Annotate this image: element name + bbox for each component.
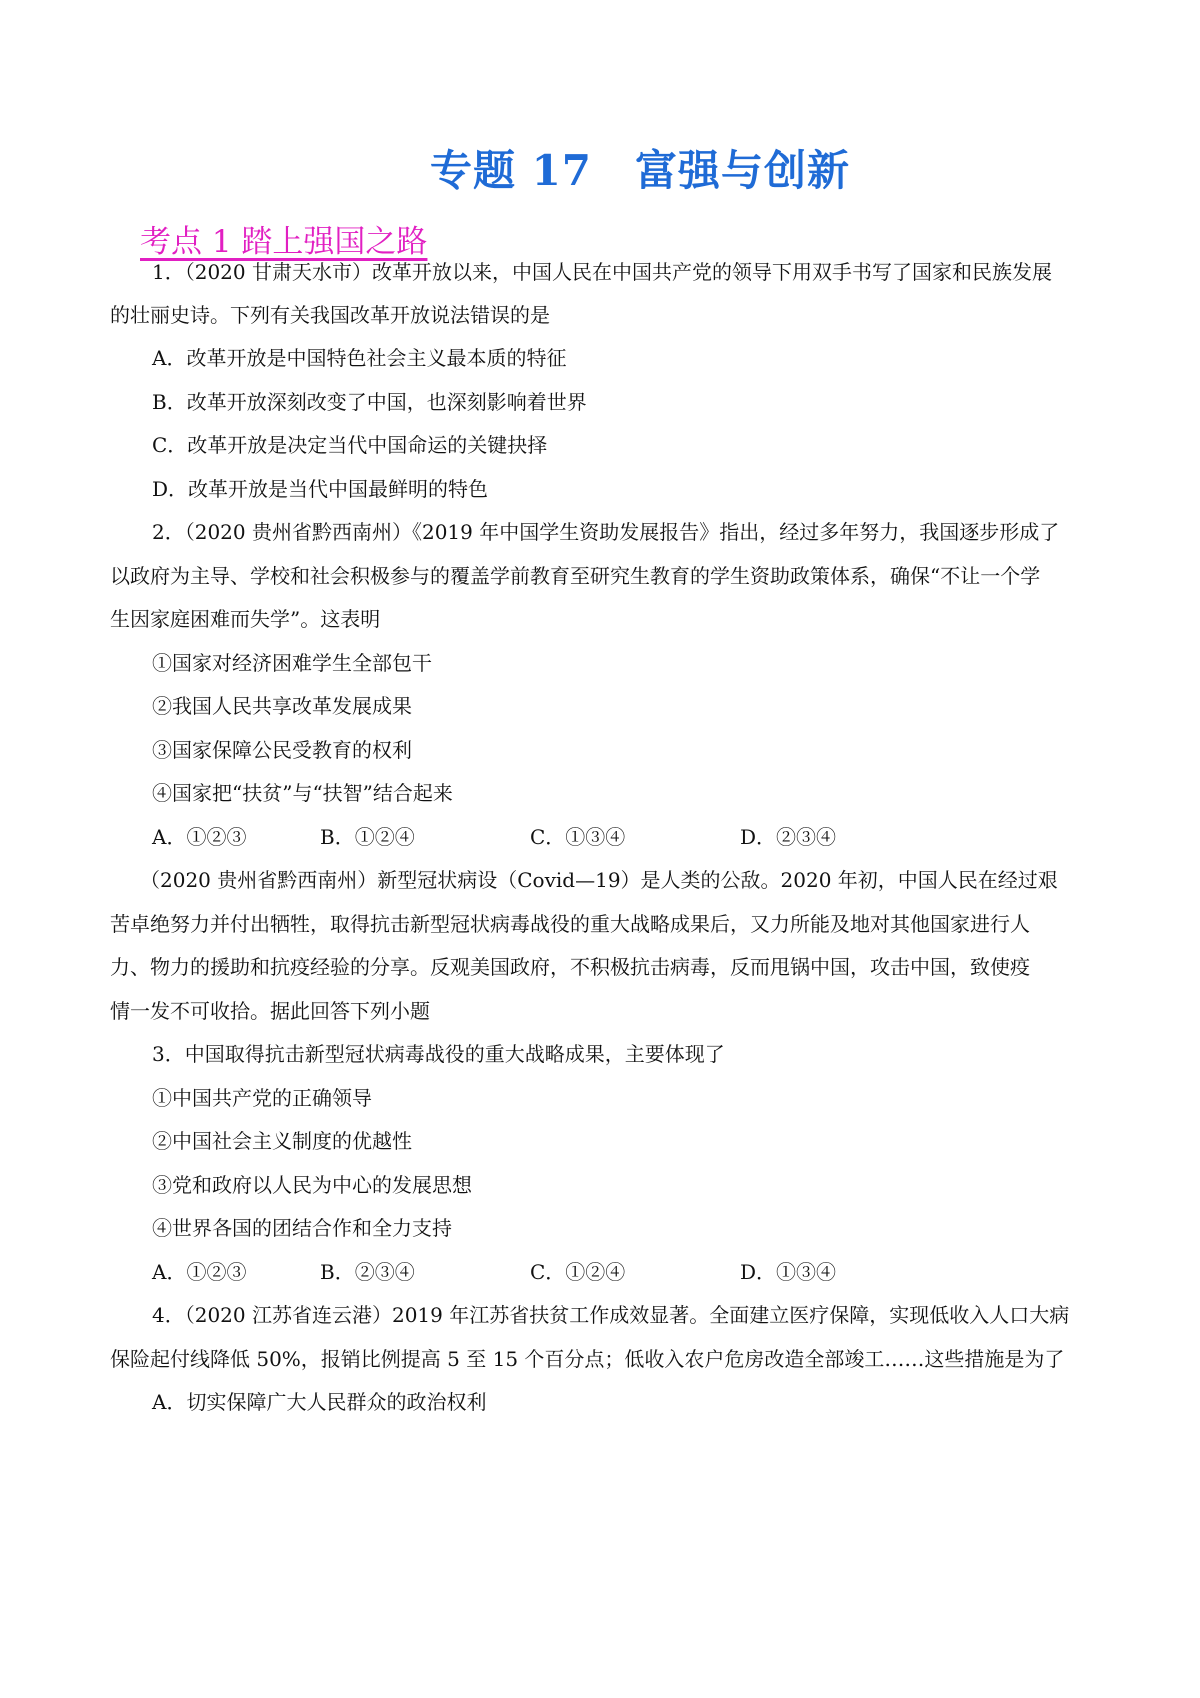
q2-option-a: A．①②③ <box>152 825 247 849</box>
q2-stem-line-2: 以政府为主导、学校和社会积极参与的覆盖学前教育至研究生教育的学生资助政策体系，确保“不让一个学 <box>110 564 1041 588</box>
material-line-3: 力、物力的援助和抗疫经验的分享。反观美国政府，不积极抗击病毒，反而甩锅中国，攻击中国，致使疫 <box>110 955 1030 979</box>
material-line-2: 苦卓绝努力并付出牺牲，取得抗击新型冠状病毒战役的重大战略成果后，又力所能及地对其他国家进行人 <box>110 912 1030 936</box>
section-heading: 考点 1 踏上强国之路 <box>140 224 428 260</box>
q2-option-b: B．①②④ <box>320 825 415 849</box>
q1-option-c: C．改革开放是决定当代中国命运的关键抉择 <box>152 433 548 457</box>
q2-statement-4: ④国家把“扶贫”与“扶智”结合起来 <box>152 781 453 805</box>
q3-statement-3: ③党和政府以人民为中心的发展思想 <box>152 1173 472 1197</box>
q2-statement-3: ③国家保障公民受教育的权利 <box>152 738 412 762</box>
q1-stem-line-2: 的壮丽史诗。下列有关我国改革开放说法错误的是 <box>110 303 550 327</box>
q3-option-b: B．②③④ <box>320 1260 415 1284</box>
q3-option-c: C．①②④ <box>530 1260 626 1284</box>
q4-stem-line-1: 4．（2020 江苏省连云港）2019 年江苏省扶贫工作成效显著。全面建立医疗保障，实现低收入人口大病 <box>152 1303 1070 1327</box>
q1-option-a: A．改革开放是中国特色社会主义最本质的特征 <box>152 346 567 370</box>
q1-option-b: B．改革开放深刻改变了中国，也深刻影响着世界 <box>152 390 587 414</box>
q4-option-a: A．切实保障广大人民群众的政治权利 <box>152 1390 487 1414</box>
q1-stem-line-1: 1．（2020 甘肃天水市）改革开放以来，中国人民在中国共产党的领导下用双手书写了国家和民族发展 <box>152 260 1052 284</box>
material-line-1: （2020 贵州省黔西南州）新型冠状病设（Covid—19）是人类的公敌。2020 年初，中国人民在经过艰 <box>140 868 1058 892</box>
q3-statement-2: ②中国社会主义制度的优越性 <box>152 1129 412 1153</box>
q3-option-a: A．①②③ <box>152 1260 247 1284</box>
q2-option-d: D．②③④ <box>740 825 837 849</box>
q3-option-d: D．①③④ <box>740 1260 837 1284</box>
q3-statement-1: ①中国共产党的正确领导 <box>152 1086 372 1110</box>
q1-option-d: D．改革开放是当代中国最鲜明的特色 <box>152 477 489 501</box>
material-line-4: 情一发不可收拾。据此回答下列小题 <box>110 999 430 1023</box>
q2-statement-2: ②我国人民共享改革发展成果 <box>152 694 412 718</box>
q2-option-c: C．①③④ <box>530 825 626 849</box>
q3-stem: 3．中国取得抗击新型冠状病毒战役的重大战略成果，主要体现了 <box>152 1042 725 1066</box>
page-title: 专题 17 富强与创新 <box>429 146 851 195</box>
q2-stem-line-1: 2．（2020 贵州省黔西南州）《2019 年中国学生资助发展报告》指出，经过多年努力，我国逐步形成了 <box>152 520 1060 544</box>
q4-stem-line-2: 保险起付线降低 50%，报销比例提高 5 至 15 个百分点；低收入农户危房改造全部竣工……这些措施是为了 <box>110 1347 1065 1371</box>
q3-statement-4: ④世界各国的团结合作和全力支持 <box>152 1216 452 1240</box>
q2-statement-1: ①国家对经济困难学生全部包干 <box>152 651 432 675</box>
q2-stem-line-3: 生因家庭困难而失学”。这表明 <box>110 607 381 631</box>
